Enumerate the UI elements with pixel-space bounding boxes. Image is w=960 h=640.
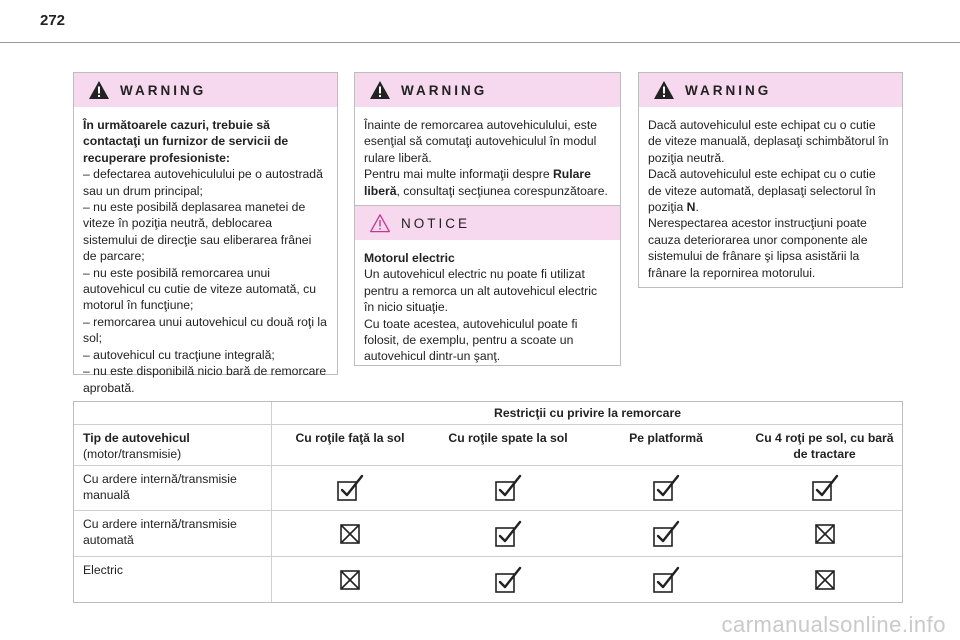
table-row bbox=[74, 511, 902, 557]
warning-item: – autovehicul cu tracţiune integrală; bbox=[83, 347, 275, 362]
column-header: Cu roţile spate la sol bbox=[448, 431, 568, 445]
warning-item: – nu este disponibilă nicio bară de remorcare aprobată. bbox=[83, 364, 327, 395]
checkbox-crossed-icon bbox=[336, 520, 364, 548]
table-row bbox=[74, 466, 902, 511]
table-cell bbox=[271, 557, 429, 603]
table-cell bbox=[745, 466, 904, 510]
notice-body bbox=[355, 240, 620, 373]
warning-text: Dacă autovehiculul este echipat cu o cutie de viteze manuală, deplasaţi schimbătorul în poziţia neutră. bbox=[648, 118, 889, 165]
warning-header bbox=[355, 73, 620, 107]
warning-text-reference bbox=[364, 166, 610, 199]
warning-text bbox=[648, 166, 892, 215]
checkbox-checked-icon bbox=[336, 474, 364, 502]
warning-triangle-icon bbox=[88, 80, 110, 100]
warning-body bbox=[639, 107, 902, 289]
table-cell bbox=[429, 557, 587, 603]
warning-box-towing-service bbox=[73, 72, 338, 395]
text-run: , consultaţi secţiunea corespunzătoare. bbox=[396, 183, 608, 198]
text-run-bold: N bbox=[686, 200, 696, 215]
table-cell bbox=[271, 466, 429, 510]
page-number: 272 bbox=[40, 12, 66, 29]
row-label: Cu ardere internă/transmisie automată bbox=[83, 517, 237, 547]
warning-header bbox=[74, 73, 337, 107]
table-header-row bbox=[74, 425, 902, 466]
text-run: Dacă autovehiculul este echipat cu o cutie de viteze automată, deplasaţi selectorul în poziţia bbox=[648, 167, 876, 215]
warning-item: – nu este posibilă deplasarea manetei de viteze în poziţia neutră, deblocarea sistemului de direcţie sau eliberarea frânei de parcare; bbox=[83, 200, 312, 264]
row-label: Cu ardere internă/transmisie manuală bbox=[83, 472, 237, 502]
warning-header bbox=[639, 73, 902, 107]
warning-text: Nerespectarea acestor instrucţiuni poate cauza deteriorarea unor componente ale sistemului de frânare şi lipsa asistării la frânare la repornirea motorului. bbox=[648, 216, 868, 280]
warning-item: – defectarea autovehiculului pe o autostradă sau un drum principal; bbox=[83, 167, 323, 198]
header-divider bbox=[0, 42, 960, 43]
table-column-divider bbox=[271, 402, 272, 602]
row-label: Electric bbox=[83, 563, 123, 577]
checkbox-checked-icon bbox=[811, 474, 839, 502]
notice-triangle-icon bbox=[369, 213, 391, 233]
table-cell bbox=[587, 466, 745, 510]
watermark-text: carmanualsonline.info bbox=[721, 612, 946, 637]
notice-box-electric-motor bbox=[354, 206, 621, 366]
table-cell bbox=[271, 511, 429, 556]
vehicle-type-header bbox=[74, 425, 271, 465]
warning-box-free-wheel bbox=[354, 72, 621, 206]
towing-restrictions-table bbox=[73, 401, 903, 603]
column-header: Cu roţile faţă la sol bbox=[295, 431, 405, 445]
table-cell bbox=[587, 557, 745, 603]
text-run-bold: Rulare liberă bbox=[364, 167, 591, 198]
table-cell bbox=[429, 466, 587, 510]
table-cell bbox=[587, 511, 745, 556]
vehicle-type-header-sub: (motor/transmisie) bbox=[83, 446, 182, 461]
warning-intro: În următoarele cazuri, trebuie să contactaţi un furnizor de servicii de recuperare profesioniste: bbox=[83, 118, 289, 165]
checkbox-crossed-icon bbox=[811, 520, 839, 548]
table-cell bbox=[745, 557, 904, 603]
table-row bbox=[74, 557, 902, 603]
text-run: . bbox=[695, 200, 699, 215]
warning-body bbox=[74, 107, 337, 404]
table-group-header-row bbox=[74, 402, 902, 425]
notice-text: Un autovehicul electric nu poate fi utilizat pentru a remorca un alt autovehicul electric în nicio situaţie. bbox=[364, 267, 598, 315]
column-header: Pe platformă bbox=[629, 431, 703, 445]
checkbox-checked-icon bbox=[494, 474, 522, 502]
table-cell bbox=[745, 511, 904, 556]
table-group-header: Restricţii cu privire la remorcare bbox=[494, 406, 681, 420]
checkbox-checked-icon bbox=[494, 520, 522, 548]
checkbox-crossed-icon bbox=[811, 566, 839, 594]
checkbox-crossed-icon bbox=[336, 566, 364, 594]
table-cell bbox=[429, 511, 587, 556]
column-header: Cu 4 roţi pe sol, cu bară de tractare bbox=[755, 431, 894, 461]
warning-triangle-icon bbox=[653, 80, 675, 100]
warning-title: WARNING bbox=[401, 82, 488, 98]
checkbox-checked-icon bbox=[652, 520, 680, 548]
notice-header bbox=[355, 206, 620, 240]
warning-item: – remorcarea unui autovehicul cu două roţi la sol; bbox=[83, 314, 327, 346]
text-run: Pentru mai multe informaţii despre bbox=[364, 167, 553, 182]
checkbox-checked-icon bbox=[494, 566, 522, 594]
checkbox-checked-icon bbox=[652, 474, 680, 502]
notice-title: NOTICE bbox=[401, 215, 471, 231]
warning-triangle-icon bbox=[369, 80, 391, 100]
warning-item: – nu este posibilă remorcarea unui autovehicul cu cutie de viteze automată, cu motorul în funcţiune; bbox=[83, 265, 317, 313]
warning-text: Înainte de remorcarea autovehiculului, este esenţial să comutaţi autovehiculul în modul rulare liberă. bbox=[364, 118, 598, 165]
notice-text: Cu toate acestea, autovehiculul poate fi folosit, de exemplu, pentru a scoate un autovehicul dintr-un şanţ. bbox=[364, 316, 578, 364]
warning-box-gearbox-neutral bbox=[638, 72, 903, 288]
notice-heading: Motorul electric bbox=[364, 251, 455, 265]
warning-body bbox=[355, 107, 620, 207]
warning-title: WARNING bbox=[120, 82, 207, 98]
checkbox-checked-icon bbox=[652, 566, 680, 594]
vehicle-type-header-title: Tip de autovehicul bbox=[83, 431, 190, 445]
warning-title: WARNING bbox=[685, 82, 772, 98]
